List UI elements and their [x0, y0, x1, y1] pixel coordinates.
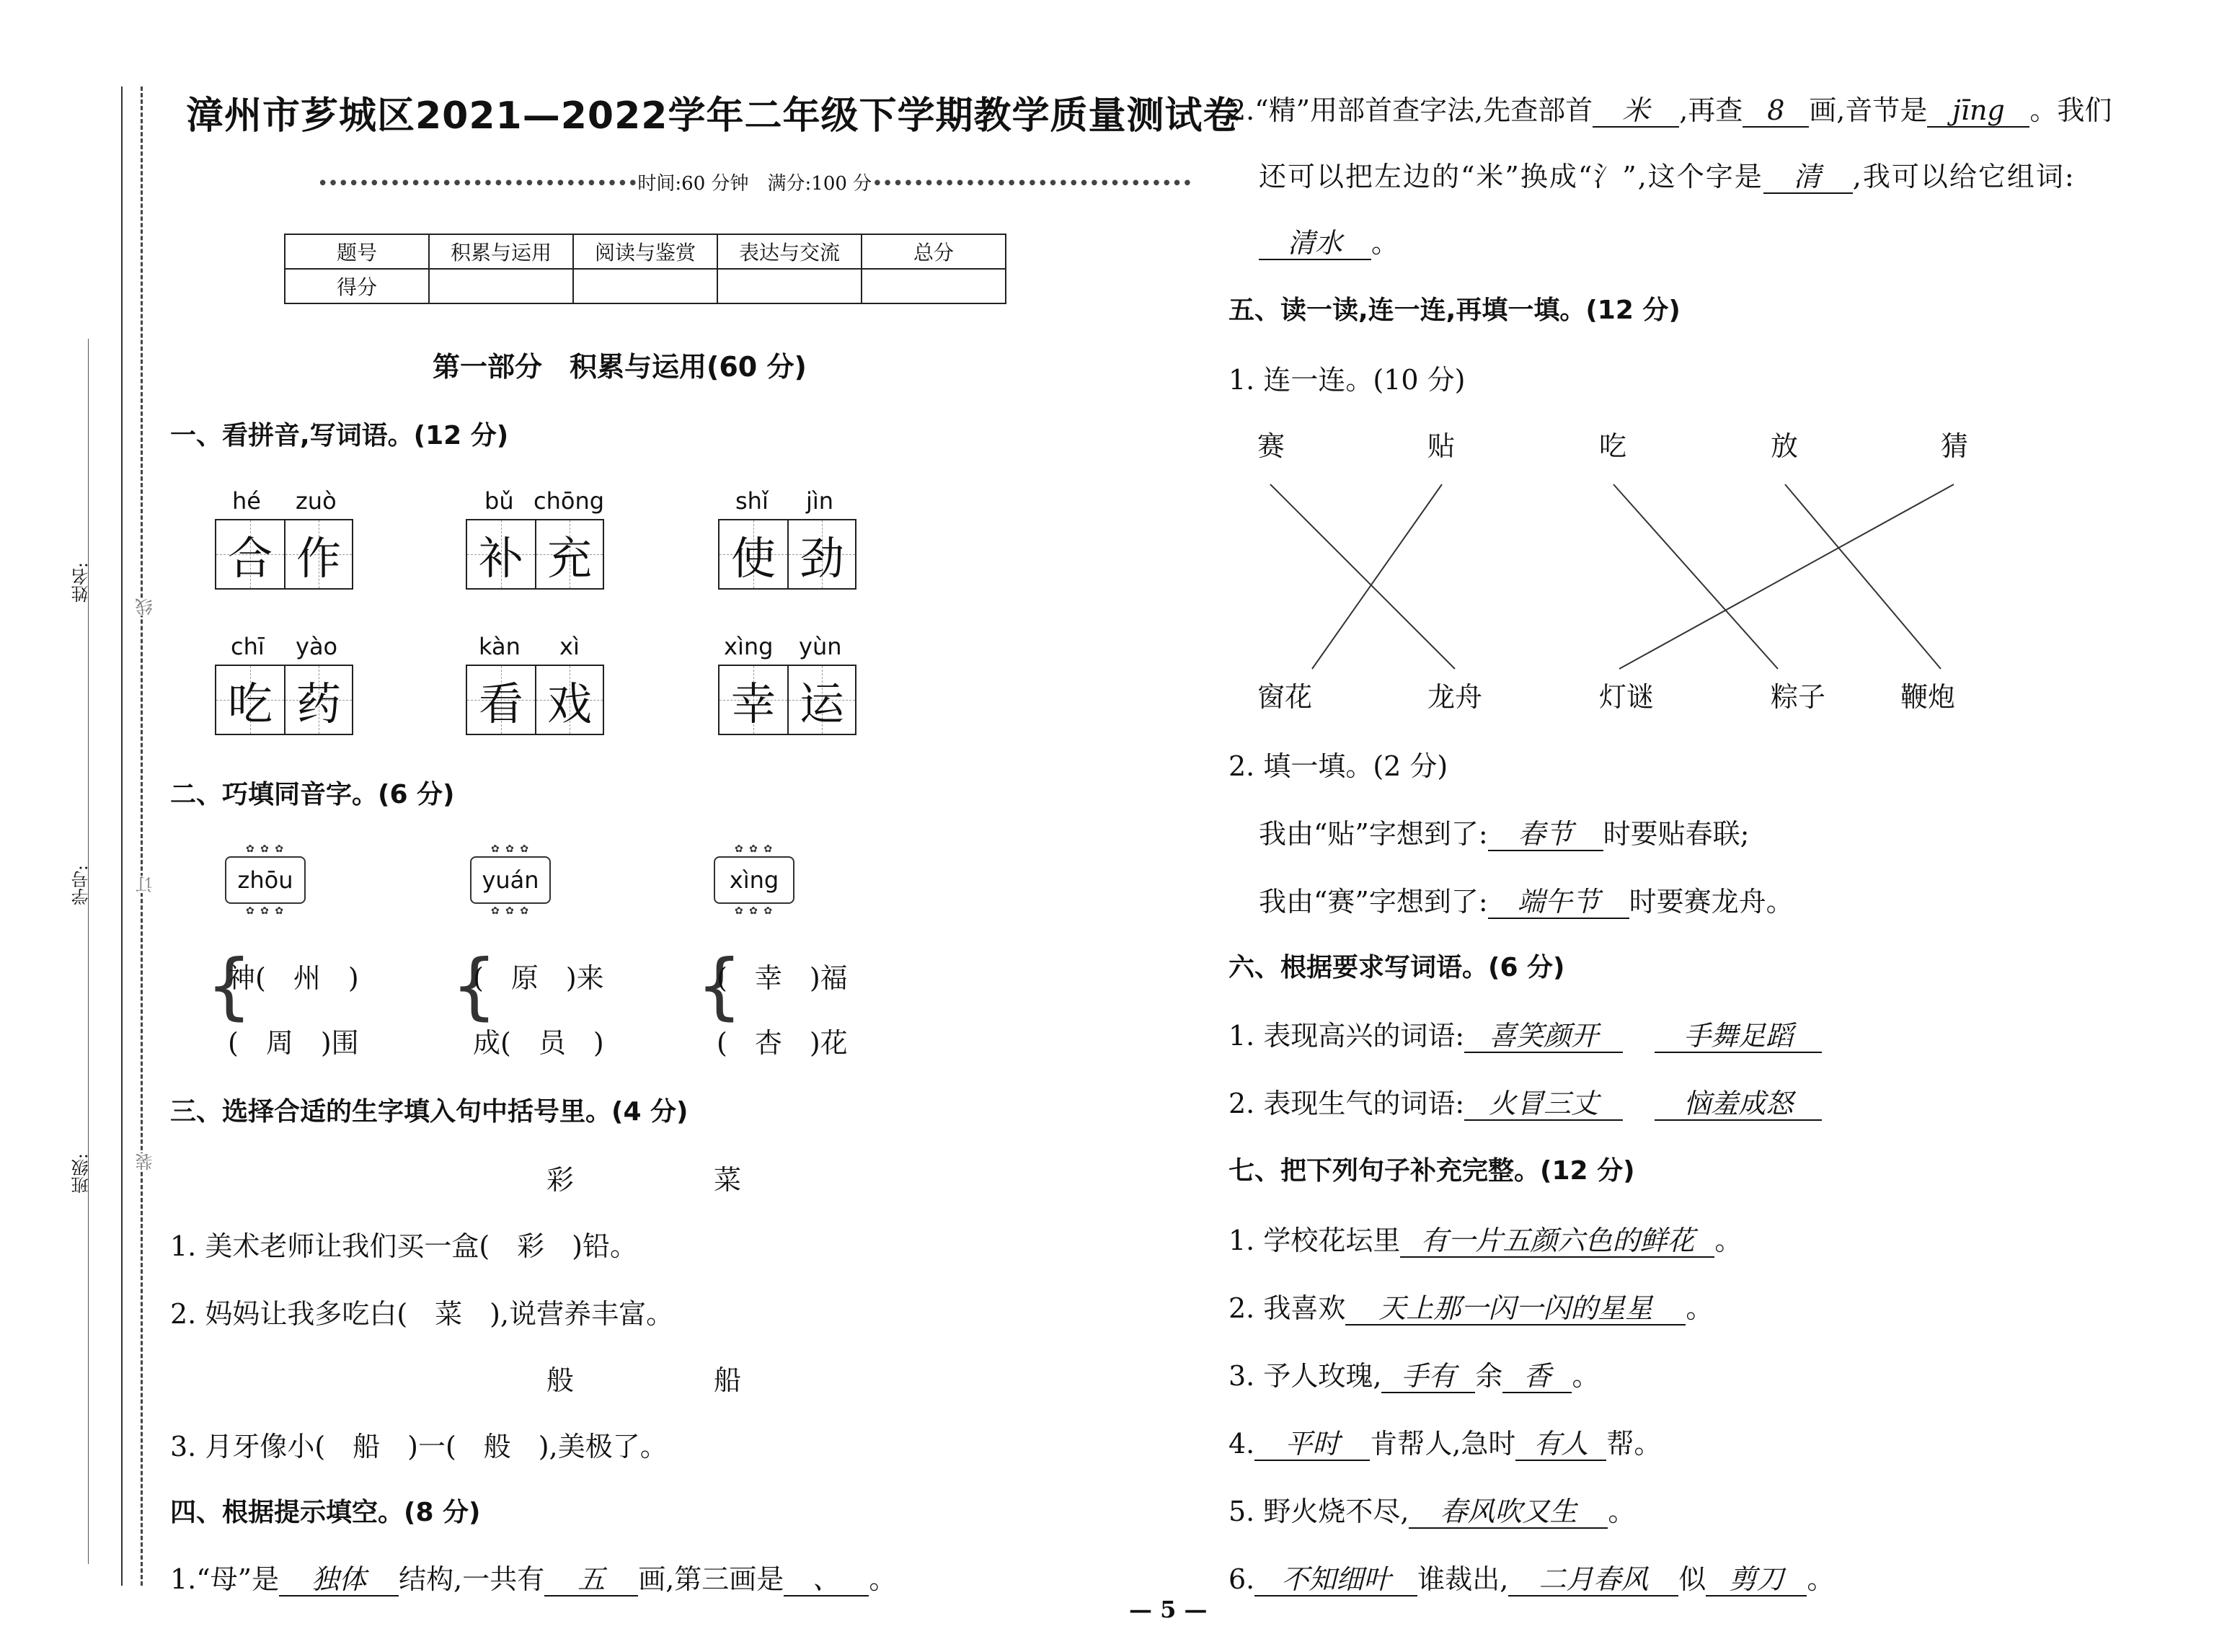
match-line [1613, 484, 1778, 669]
table-cell: 总分 [862, 234, 1006, 269]
text: 2. 表现生气的词语: [1228, 1088, 1465, 1119]
text: 时要贴春联; [1603, 818, 1750, 850]
section4-heading: 四、根据提示填空。(8 分) [170, 1498, 481, 1527]
match-line [1785, 484, 1941, 669]
homophone-item: ( 杏 )花 [717, 1027, 848, 1059]
student-id-label: 学号: [71, 865, 92, 906]
sub-heading: 2. 填一填。(2 分) [1228, 750, 1448, 782]
text: 结构,一共有 [399, 1563, 545, 1595]
time-score: 时间:60 分钟 满分:100 分 [637, 173, 872, 195]
question: 1. 美术老师让我们买一盒( 彩 )铅。 [170, 1230, 637, 1262]
sub-heading: 1. 连一连。(10 分) [1228, 364, 1466, 396]
brace: { [696, 943, 743, 1028]
table-cell: 题号 [285, 234, 429, 269]
answer: 有人 [1515, 1429, 1606, 1461]
text: 2.“精”用部首查字法,先查部首 [1228, 94, 1593, 126]
text: 帮。 [1606, 1428, 1662, 1460]
binding-mark-line: 线 [133, 598, 158, 616]
char-cell: 戏 [535, 666, 603, 734]
text: 我由“赛”字想到了: [1259, 886, 1488, 918]
homophone-item: ( 原 )来 [473, 962, 604, 994]
answer: 香 [1502, 1362, 1572, 1393]
char-cell: 药 [284, 666, 352, 734]
match-top-word: 赛 [1257, 430, 1285, 462]
answer: 米 [1593, 96, 1679, 128]
answer: 、 [784, 1565, 869, 1597]
text: 1. 表现高兴的词语: [1228, 1020, 1465, 1052]
text: 画,第三画是 [638, 1563, 784, 1595]
section5-heading: 五、读一读,连一连,再填一填。(12 分) [1228, 296, 1681, 325]
question: 2. 妈妈让我多吃白( 菜 ),说营养丰富。 [170, 1298, 674, 1330]
decor-left: ••••••••••••••••••••••••••••••• [317, 173, 638, 195]
text: 余 [1475, 1360, 1503, 1392]
pinyin: jìn [806, 487, 834, 515]
pinyin: yào [296, 633, 338, 660]
pinyin: shǐ [735, 487, 769, 515]
answer: 手有 [1381, 1362, 1475, 1393]
section3-heading: 三、选择合适的生字填入句中括号里。(4 分) [170, 1097, 689, 1127]
text: 3. 予人玫瑰, [1228, 1360, 1382, 1392]
answer: 春节 [1488, 820, 1603, 851]
choice-word: 菜 [714, 1164, 742, 1196]
page-title: 漳州市芗城区2021—2022学年二年级下学期教学质量测试卷 [186, 94, 1241, 138]
binding-mark-staple: 订 [133, 876, 158, 893]
homophone-item: ( 幸 )福 [717, 962, 848, 994]
match-line [1619, 484, 1954, 669]
text: 似 [1678, 1563, 1706, 1595]
section2-heading: 二、巧填同音字。(6 分) [170, 780, 455, 809]
homophone-item: 神( 州 ) [228, 962, 359, 994]
pinyin-box: ✿ ✿ ✿ yuán ✿ ✿ ✿ [470, 856, 551, 904]
question [1228, 1557, 1834, 1597]
match-bottom-word: 窗花 [1257, 681, 1313, 713]
text: 5. 野火烧不尽, [1228, 1496, 1409, 1527]
brace: { [206, 943, 252, 1028]
answer: 独体 [279, 1565, 399, 1597]
text: 。 [1686, 1292, 1714, 1324]
table-cell: 得分 [285, 269, 429, 303]
question [1228, 1286, 1713, 1325]
char-cell: 补 [467, 520, 535, 588]
question [1228, 1081, 1822, 1121]
choice-word: 般 [546, 1364, 575, 1396]
text: ,再查 [1679, 94, 1743, 126]
char-cell: 劲 [787, 520, 855, 588]
char-cell: 作 [284, 520, 352, 588]
pinyin: xì [559, 633, 580, 660]
section7-heading: 七、把下列句子补充完整。(12 分) [1228, 1156, 1635, 1186]
question [1259, 879, 1794, 919]
text: 1.“母”是 [170, 1563, 280, 1595]
answer: 春风吹又生 [1409, 1497, 1608, 1529]
text: 6. [1228, 1563, 1255, 1595]
name-label: 姓名: [71, 562, 92, 603]
match-top-word: 贴 [1427, 430, 1456, 462]
answer: 火冒三丈 [1464, 1089, 1623, 1121]
answer: 清水 [1259, 228, 1371, 260]
pinyin: chōng [533, 487, 605, 515]
question [1228, 1421, 1661, 1461]
text: 肯帮人,急时 [1370, 1428, 1516, 1460]
pinyin: yùn [799, 633, 842, 660]
answer: 平时 [1254, 1429, 1370, 1461]
table-cell: 积累与运用 [429, 234, 573, 269]
char-cell: 合 [216, 520, 284, 588]
pinyin: xìng [724, 633, 774, 660]
text: 还可以把左边的“米”换成“氵”,这个字是 [1259, 161, 1763, 192]
text: 。 [1608, 1496, 1636, 1527]
text: 。 [1714, 1225, 1743, 1256]
match-bottom-word: 龙舟 [1427, 681, 1483, 713]
answer: 8 [1743, 96, 1809, 128]
table-cell: 阅读与鉴赏 [573, 234, 717, 269]
pinyin: kàn [479, 633, 521, 660]
question: 3. 月牙像小( 船 )一( 般 ),美极了。 [170, 1431, 668, 1462]
answer: 端午节 [1488, 887, 1629, 919]
question [1228, 1218, 1742, 1258]
answer: 二月春风 [1508, 1565, 1678, 1597]
text: 。我们 [2029, 94, 2112, 126]
match-top-word: 吃 [1599, 430, 1627, 462]
char-cell: 运 [787, 666, 855, 734]
question [1259, 812, 1749, 851]
pinyin-box: ✿ ✿ ✿ zhōu ✿ ✿ ✿ [225, 856, 306, 904]
answer: 手舞足蹈 [1655, 1021, 1822, 1053]
text: ,我可以给它组词: [1852, 161, 2076, 192]
pinyin: chī [231, 633, 265, 660]
brace: { [451, 943, 497, 1028]
question [1228, 1354, 1599, 1393]
choice-word: 彩 [546, 1164, 575, 1196]
answer: 剪刀 [1706, 1565, 1807, 1597]
answer: 天上那一闪一闪的星星 [1345, 1294, 1686, 1325]
char-cell: 幸 [720, 666, 787, 734]
char-cell: 吃 [216, 666, 284, 734]
match-bottom-word: 鞭炮 [1900, 681, 1956, 713]
section6-heading: 六、根据要求写词语。(6 分) [1228, 953, 1565, 982]
part1-title: 第一部分 积累与运用(60 分) [433, 351, 807, 383]
text: 谁裁出, [1417, 1563, 1509, 1595]
answer: 喜笑颜开 [1464, 1021, 1623, 1053]
answer: 五 [544, 1565, 638, 1597]
match-top-word: 猜 [1941, 430, 1969, 462]
homophone-item: ( 周 )围 [228, 1027, 359, 1059]
class-label: 班级: [71, 1153, 92, 1194]
homophone-item: 成( 员 ) [473, 1027, 604, 1059]
pinyin: bǔ [484, 487, 514, 515]
pinyin: zuò [296, 487, 337, 515]
text: 4. [1228, 1428, 1255, 1460]
answer: 清 [1763, 162, 1853, 194]
section1-heading: 一、看拼音,写词语。(12 分) [170, 421, 509, 450]
question [1228, 1489, 1635, 1529]
answer: 有一片五颜六色的鲜花 [1400, 1226, 1714, 1258]
decor-right: ••••••••••••••••••••••••••••••• [872, 173, 1192, 195]
text: 画,音节是 [1809, 94, 1928, 126]
pinyin-box: ✿ ✿ ✿ xìng ✿ ✿ ✿ [714, 856, 794, 904]
match-line [1312, 484, 1442, 669]
text: 。 [869, 1563, 897, 1595]
match-bottom-word: 粽子 [1771, 681, 1826, 713]
text: 时要赛龙舟。 [1629, 886, 1794, 918]
binding-mark-bind: 装 [133, 1153, 158, 1171]
char-cell: 使 [720, 520, 787, 588]
match-bottom-word: 灯谜 [1599, 681, 1655, 713]
text: 我由“贴”字想到了: [1259, 818, 1488, 850]
choice-word: 船 [714, 1364, 742, 1396]
question [1228, 1013, 1822, 1053]
answer: 不知细叶 [1254, 1565, 1417, 1597]
page-number: — 5 — [1129, 1596, 1208, 1623]
table-cell: 表达与交流 [717, 234, 862, 269]
char-cell: 看 [467, 666, 535, 734]
text: 。 [1807, 1563, 1835, 1595]
pinyin: hé [232, 487, 261, 515]
char-cell: 充 [535, 520, 603, 588]
answer: 恼羞成怒 [1655, 1089, 1822, 1121]
text: 2. 我喜欢 [1228, 1292, 1346, 1324]
match-top-word: 放 [1771, 430, 1799, 462]
text: 。 [1371, 227, 1399, 259]
match-line [1270, 484, 1455, 669]
answer: jīng [1927, 96, 2029, 128]
text: 1. 学校花坛里 [1228, 1225, 1401, 1256]
text: 。 [1572, 1360, 1600, 1392]
